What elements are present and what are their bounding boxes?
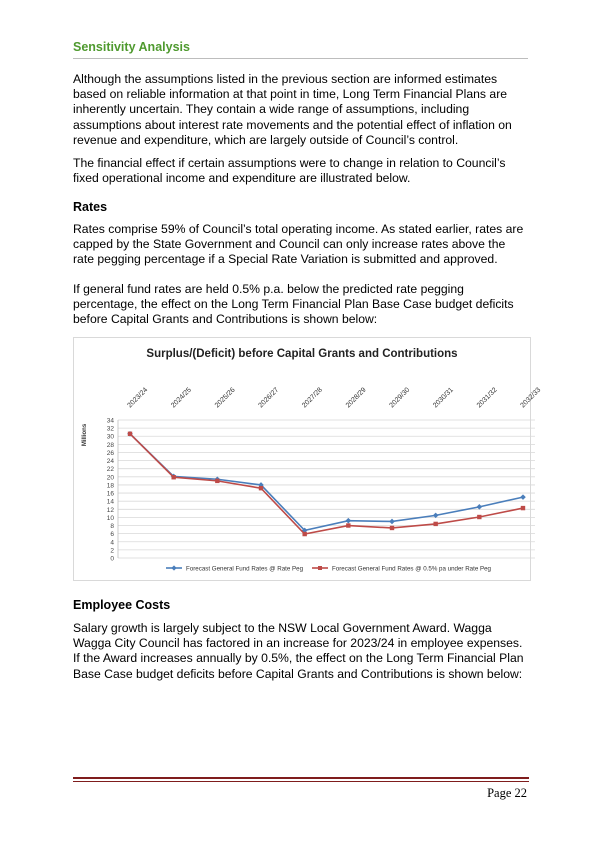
heading-divider	[73, 58, 528, 59]
effect-paragraph: The financial effect if certain assumptions were to change in relation to Council’s fixed operational income and expenditure are illustrated below.	[73, 156, 506, 186]
data-point	[520, 494, 526, 500]
footer-rule	[73, 777, 529, 779]
legend-marker	[318, 566, 322, 570]
y-tick-label: 20	[106, 474, 114, 482]
y-tick-label: 24	[106, 458, 114, 466]
x-tick-label: 2027/28	[301, 386, 324, 410]
y-tick-label: 2	[110, 547, 114, 555]
x-tick-label: 2025/26	[213, 386, 237, 410]
y-tick-label: 30	[106, 433, 114, 441]
x-tick-label: 2028/29	[344, 386, 368, 410]
footer-rule-thin	[73, 781, 529, 782]
x-tick-label: 2029/30	[388, 386, 412, 410]
employee-costs-paragraph: Salary growth is largely subject to the NSW Local Government Award. Wagga Wagga City Council has factored in an increase for 2023/24 in employee expenses. If the Award increases annually by 0.5%, the effect on the Long Term Financial Plan Base Case budget deficits before Capital Grants and Contributions is shown below:	[73, 621, 524, 681]
y-axis-label: Millions	[82, 423, 88, 447]
x-tick-label: 2023/24	[126, 386, 150, 410]
employee-costs-heading: Employee Costs	[73, 598, 171, 612]
section-heading: Sensitivity Analysis	[73, 40, 190, 54]
y-tick-label: 8	[110, 523, 114, 531]
rates-paragraph-2: If general fund rates are held 0.5% p.a. below the predicted rate pegging percentage, the effect on the Long Term Financial Plan Base Case budget deficits before Capital Grants and Contributions is shown below:	[73, 282, 514, 327]
data-point	[433, 522, 437, 526]
y-tick-label: 6	[110, 531, 114, 539]
legend-marker	[171, 565, 176, 570]
x-tick-label: 2032/33	[519, 386, 543, 410]
legend-label: Forecast General Fund Rates @ Rate Peg	[186, 565, 304, 573]
y-tick-label: 0	[110, 555, 114, 563]
y-tick-label: 26	[106, 449, 114, 457]
chart-title: Surplus/(Deficit) before Capital Grants and Contributions	[146, 348, 458, 360]
intro-paragraph: Although the assumptions listed in the previous section are informed estimates based on reliable information at that point in time, Long Term Financial Plans are inherently uncertain. They contain a wide range of assumptions, including assumptions about interest rate movements and the potential effect of inflation on revenue and expenditure, which are largely outside of Council’s control.	[73, 72, 512, 147]
data-point	[259, 486, 263, 490]
y-tick-label: 22	[106, 466, 114, 474]
data-point	[215, 479, 219, 483]
chart-canvas	[74, 338, 543, 580]
data-point	[390, 526, 394, 530]
y-tick-label: 32	[106, 425, 114, 433]
rates-paragraph-1: Rates comprise 59% of Council’s total operating income. As stated earlier, rates are capped by the State Government and Council can only increase rates above the rate pegging percentage if a Special Rate Variation is submitted and approved.	[73, 222, 524, 267]
x-tick-label: 2024/25	[170, 386, 193, 410]
data-point	[302, 532, 306, 536]
data-point	[346, 523, 350, 527]
y-tick-label: 12	[106, 506, 114, 514]
legend-label: Forecast General Fund Rates @ 0.5% pa under Rate Peg	[332, 565, 491, 573]
data-point	[477, 515, 481, 519]
series-line-1	[130, 434, 523, 531]
series-line-2	[130, 434, 523, 534]
y-tick-label: 4	[110, 539, 114, 547]
data-point	[477, 504, 483, 510]
page-number: Page 22	[487, 786, 527, 800]
rates-heading: Rates	[73, 200, 108, 214]
y-tick-label: 18	[106, 482, 114, 490]
data-point	[128, 432, 132, 436]
y-tick-label: 28	[106, 441, 114, 449]
y-tick-label: 34	[106, 417, 114, 425]
y-tick-label: 16	[106, 490, 114, 498]
x-tick-label: 2026/27	[257, 386, 281, 410]
data-point	[346, 518, 352, 524]
data-point	[521, 506, 525, 510]
data-point	[171, 475, 175, 479]
x-tick-label: 2030/31	[432, 386, 455, 410]
data-point	[389, 519, 395, 525]
y-tick-label: 14	[106, 498, 114, 506]
y-tick-label: 10	[106, 514, 114, 522]
rates-sensitivity-chart	[73, 337, 543, 581]
x-tick-label: 2031/32	[475, 386, 499, 410]
